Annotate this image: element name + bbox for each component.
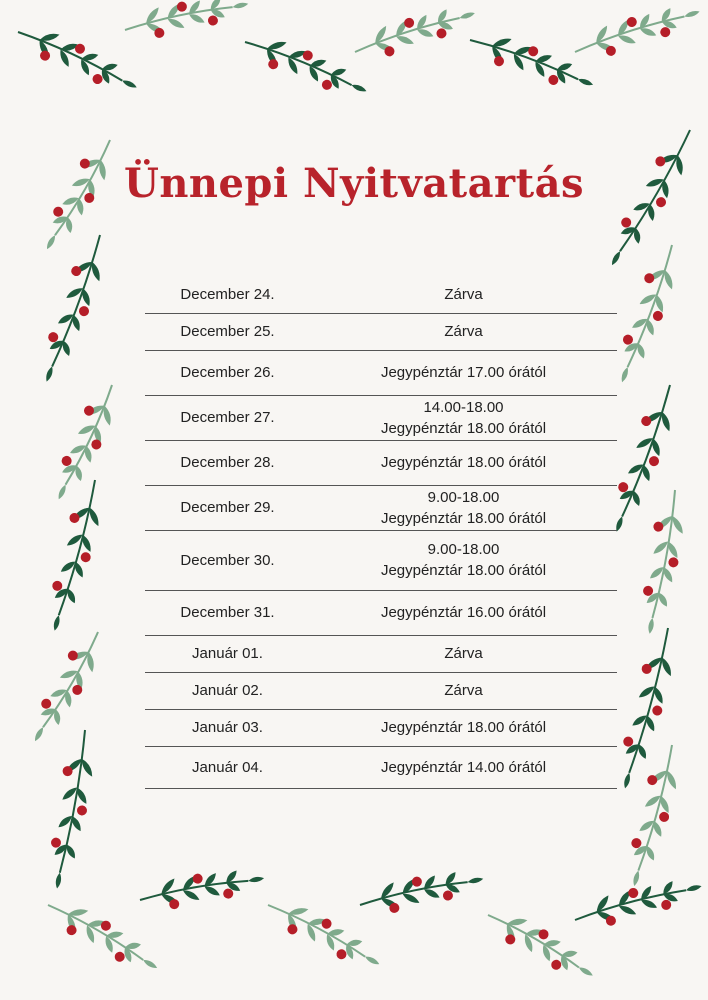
date-cell: Január 03. bbox=[145, 709, 310, 746]
table-row bbox=[145, 313, 617, 350]
hours-cell bbox=[310, 709, 617, 746]
hours-cell bbox=[310, 276, 617, 313]
date-cell: December 24. bbox=[145, 276, 310, 313]
mistletoe-sprig-icon bbox=[239, 26, 373, 105]
table-row bbox=[145, 709, 617, 746]
hours-line: Jegypénztár 18.00 órától bbox=[380, 719, 547, 736]
hours-line: Zárva bbox=[444, 285, 483, 303]
page-title: Ünnepi Nyitvatartás bbox=[123, 160, 585, 207]
table-row bbox=[145, 746, 617, 788]
hours-cell bbox=[310, 635, 617, 672]
hours-line: 9.00-18.00 bbox=[427, 541, 500, 558]
date-cell: Január 04. bbox=[145, 746, 310, 788]
hours-line: Zárva bbox=[444, 645, 483, 662]
hours-line: Jegypénztár 18.00 órától bbox=[380, 509, 547, 527]
hours-cell bbox=[310, 672, 617, 709]
mistletoe-sprig-icon bbox=[42, 727, 102, 891]
mistletoe-sprig-icon bbox=[608, 240, 688, 388]
hours-line: Jegypénztár 18.00 órától bbox=[380, 562, 547, 579]
mistletoe-sprig-icon bbox=[465, 24, 599, 99]
hours-cell bbox=[310, 590, 617, 635]
mistletoe-sprig-icon bbox=[611, 624, 685, 793]
mistletoe-sprig-icon bbox=[40, 476, 112, 635]
hours-line: Jegypénztár 14.00 órától bbox=[380, 758, 547, 776]
table-row bbox=[145, 350, 617, 395]
hours-line: 9.00-18.00 bbox=[427, 488, 500, 506]
hours-line: Jegypénztár 18.00 órától bbox=[380, 454, 547, 471]
mistletoe-sprig-icon bbox=[12, 16, 144, 101]
hours-cell bbox=[310, 350, 617, 395]
hours-cell bbox=[310, 530, 617, 590]
hours-line: Zárva bbox=[444, 682, 483, 699]
table-row bbox=[145, 635, 617, 672]
date-cell: December 25. bbox=[145, 313, 310, 350]
table-row bbox=[145, 672, 617, 709]
table-row bbox=[145, 276, 617, 313]
hours-line: Jegypénztár 17.00 órától bbox=[380, 364, 547, 381]
mistletoe-sprig-icon bbox=[137, 861, 267, 915]
mistletoe-sprig-icon bbox=[45, 379, 128, 507]
date-cell: December 27. bbox=[145, 395, 310, 440]
mistletoe-sprig-icon bbox=[121, 0, 251, 45]
hours-line: Jegypénztár 16.00 órától bbox=[380, 604, 547, 621]
mistletoe-sprig-icon bbox=[481, 900, 602, 989]
date-cell: December 26. bbox=[145, 350, 310, 395]
hours-line: Zárva bbox=[444, 323, 483, 340]
date-cell: December 29. bbox=[145, 485, 310, 530]
date-cell: Január 01. bbox=[145, 635, 310, 672]
hours-cell bbox=[310, 746, 617, 788]
hours-cell bbox=[310, 485, 617, 530]
mistletoe-sprig-icon bbox=[22, 625, 113, 750]
hours-cell bbox=[310, 313, 617, 350]
mistletoe-sprig-icon bbox=[635, 487, 692, 636]
table-row bbox=[145, 395, 617, 440]
date-cell: December 31. bbox=[145, 590, 310, 635]
date-cell: December 28. bbox=[145, 440, 310, 485]
mistletoe-sprig-icon bbox=[33, 230, 117, 388]
hours-line: Jegypénztár 18.00 órától bbox=[380, 419, 547, 437]
table-row bbox=[145, 485, 617, 530]
date-cell: Január 02. bbox=[145, 672, 310, 709]
table-row bbox=[145, 530, 617, 590]
mistletoe-sprig-icon bbox=[620, 741, 689, 890]
mistletoe-sprig-icon bbox=[350, 0, 480, 66]
mistletoe-sprig-icon bbox=[41, 890, 166, 981]
mistletoe-sprig-icon bbox=[570, 0, 705, 66]
holiday-hours-rows bbox=[145, 276, 617, 788]
hours-line: 14.00-18.00 bbox=[423, 398, 504, 416]
date-cell: December 30. bbox=[145, 530, 310, 590]
mistletoe-sprig-icon bbox=[356, 862, 486, 920]
hours-cell bbox=[310, 440, 617, 485]
holiday-hours-table bbox=[145, 276, 617, 789]
table-row bbox=[145, 590, 617, 635]
table-row bbox=[145, 440, 617, 485]
hours-cell bbox=[310, 395, 617, 440]
